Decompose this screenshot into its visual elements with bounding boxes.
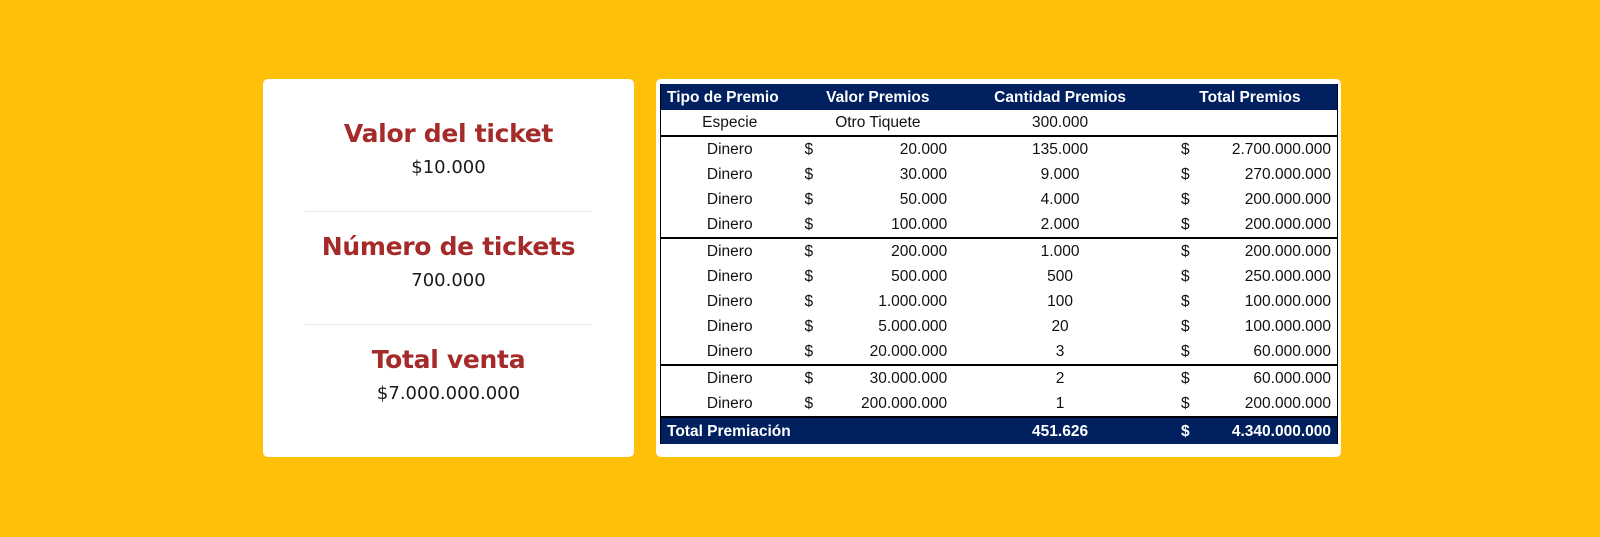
- row-total: 200.000.000: [1226, 238, 1338, 264]
- table-row: [661, 136, 1338, 162]
- row-currency-total: $: [1180, 268, 1190, 285]
- row-currency-total: $: [1163, 136, 1226, 162]
- row-valor: 50.000: [899, 191, 948, 208]
- row-total: 250.000.000: [1244, 268, 1331, 285]
- row-tipo: Dinero: [706, 191, 753, 208]
- table-row: [661, 365, 1338, 391]
- row-currency-total: $: [1163, 238, 1226, 264]
- row-tipo: Dinero: [706, 216, 753, 233]
- table-row: [661, 339, 1338, 365]
- header-cantidad: Cantidad Premios: [957, 84, 1163, 110]
- row-currency: $: [799, 238, 838, 264]
- row-total: 200.000.000: [1244, 191, 1331, 208]
- row-tipo: Dinero: [661, 136, 799, 162]
- row-cantidad: 4.000: [1040, 191, 1080, 208]
- row-total: 200.000.000: [1244, 395, 1331, 412]
- summary-divider: [305, 324, 592, 325]
- row-currency-total: $: [1180, 343, 1190, 360]
- especie-tipo: Especie: [702, 114, 758, 131]
- row-tipo: Dinero: [661, 365, 799, 391]
- row-total: 60.000.000: [1226, 365, 1338, 391]
- row-currency-total: $: [1180, 318, 1190, 335]
- row-total: 200.000.000: [1244, 216, 1331, 233]
- header-tipo: Tipo de Premio: [661, 84, 799, 110]
- row-tipo: Dinero: [706, 166, 753, 183]
- table-row: [661, 391, 1338, 417]
- ticket-count-title: Número de tickets: [321, 232, 576, 261]
- prize-table-card: [656, 79, 1341, 457]
- footer-currency: $: [1163, 417, 1226, 444]
- row-total: 100.000.000: [1244, 318, 1331, 335]
- row-currency: $: [804, 191, 814, 208]
- table-row: [661, 289, 1338, 314]
- total-sales-section: [305, 345, 592, 406]
- row-total: 270.000.000: [1244, 166, 1331, 183]
- row-currency: $: [804, 216, 814, 233]
- row-currency: $: [804, 318, 814, 335]
- row-tipo: Dinero: [706, 318, 753, 335]
- total-sales-title: Total venta: [371, 345, 526, 374]
- row-currency-total: $: [1180, 191, 1190, 208]
- ticket-value-section: [305, 119, 592, 180]
- row-tipo: Dinero: [706, 268, 753, 285]
- ticket-value: $10.000: [411, 157, 486, 178]
- row-currency: $: [804, 166, 814, 183]
- row-currency: $: [804, 268, 814, 285]
- row-valor: 30.000: [899, 166, 948, 183]
- row-cantidad: 3: [1055, 343, 1065, 360]
- table-row: [661, 238, 1338, 264]
- total-sales: $7.000.000.000: [376, 383, 521, 404]
- row-cantidad: 1: [1055, 395, 1065, 412]
- row-total: 2.700.000.000: [1226, 136, 1338, 162]
- ticket-count: 700.000: [411, 270, 486, 291]
- row-valor: 100.000: [891, 216, 948, 233]
- row-cantidad: 9.000: [1040, 166, 1080, 183]
- row-currency: $: [799, 365, 838, 391]
- footer-cantidad: 451.626: [957, 417, 1163, 444]
- row-tipo: Dinero: [661, 238, 799, 264]
- table-row: [661, 314, 1338, 339]
- row-currency: $: [804, 343, 814, 360]
- row-tipo: Dinero: [706, 343, 753, 360]
- row-valor: 20.000: [838, 136, 957, 162]
- summary-divider: [305, 211, 592, 212]
- row-tipo: Dinero: [706, 395, 753, 412]
- row-valor: 5.000.000: [878, 318, 948, 335]
- row-valor: 30.000.000: [838, 365, 957, 391]
- header-valor: Valor Premios: [799, 84, 958, 110]
- row-valor: 20.000.000: [869, 343, 948, 360]
- row-cantidad: 100: [1047, 293, 1073, 310]
- table-footer-row: [661, 417, 1338, 444]
- row-currency-total: $: [1180, 216, 1190, 233]
- row-cantidad: 500: [1047, 268, 1073, 285]
- especie-row: [661, 110, 1338, 136]
- row-currency-total: $: [1180, 166, 1190, 183]
- table-header-row: [661, 84, 1338, 110]
- table-row: [661, 264, 1338, 289]
- especie-valor: Otro Tiquete: [835, 114, 921, 131]
- row-tipo: Dinero: [706, 293, 753, 310]
- row-currency-total: $: [1163, 365, 1226, 391]
- row-cantidad: 2: [957, 365, 1163, 391]
- row-valor: 200.000.000: [860, 395, 948, 412]
- header-total: Total Premios: [1163, 84, 1338, 110]
- row-cantidad: 1.000: [957, 238, 1163, 264]
- table-row: [661, 212, 1338, 238]
- row-valor: 500.000: [891, 268, 948, 285]
- row-valor: 1.000.000: [878, 293, 948, 310]
- summary-card: [263, 79, 634, 457]
- row-currency: $: [804, 293, 814, 310]
- row-valor: 200.000: [838, 238, 957, 264]
- table-row: [661, 187, 1338, 212]
- footer-total: 4.340.000.000: [1226, 417, 1338, 444]
- row-total: 60.000.000: [1253, 343, 1331, 360]
- table-row: [661, 162, 1338, 187]
- row-cantidad: 20: [1051, 318, 1069, 335]
- row-currency: $: [799, 136, 838, 162]
- prize-table: [660, 84, 1338, 444]
- especie-cantidad: 300.000: [1032, 114, 1089, 131]
- ticket-value-title: Valor del ticket: [343, 119, 554, 148]
- row-cantidad: 2.000: [1040, 216, 1080, 233]
- row-currency-total: $: [1180, 395, 1190, 412]
- row-currency: $: [804, 395, 814, 412]
- row-total: 100.000.000: [1244, 293, 1331, 310]
- ticket-count-section: [305, 232, 592, 293]
- row-currency-total: $: [1180, 293, 1190, 310]
- footer-label: Total Premiación: [661, 417, 958, 444]
- row-cantidad: 135.000: [957, 136, 1163, 162]
